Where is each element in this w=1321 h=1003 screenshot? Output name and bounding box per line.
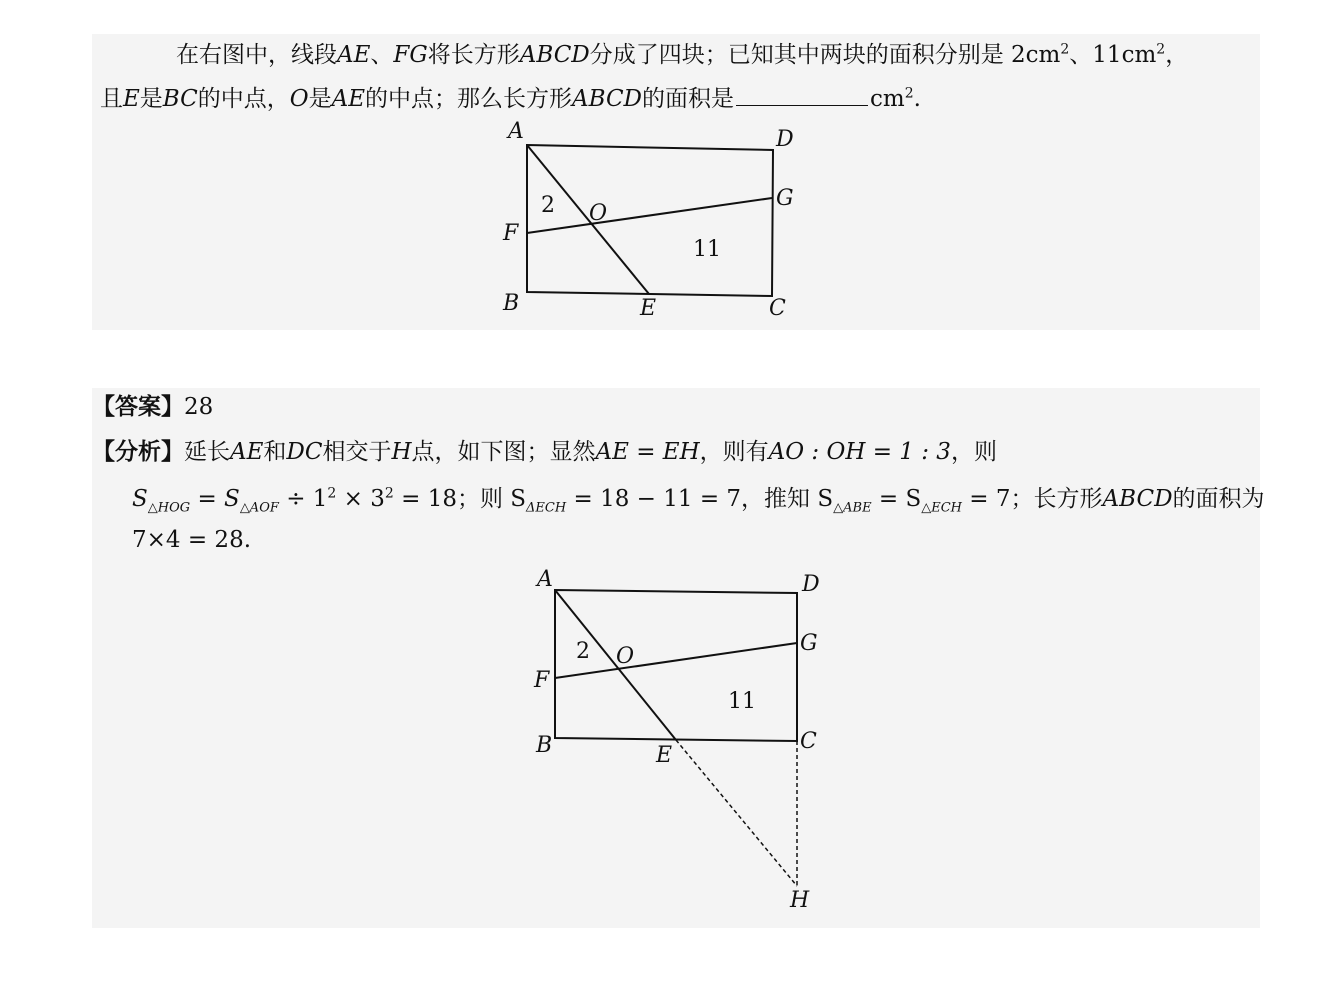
figure1-region-large: 11: [693, 237, 721, 262]
figure1-label-A: A: [508, 119, 524, 144]
figure2-label-O: O: [616, 644, 635, 669]
answer-value: 28: [184, 394, 214, 420]
figure1-label-E: E: [640, 296, 657, 321]
figure1-label-G: G: [776, 186, 794, 211]
figure1-label-B: B: [503, 291, 520, 316]
figure2-label-B: B: [536, 733, 553, 758]
figure1-region-small: 2: [541, 193, 555, 218]
figure2-label-H: H: [790, 888, 810, 913]
figure2-label-E: E: [656, 743, 673, 768]
area-value-2: 11cm: [1092, 42, 1157, 68]
analysis-line-3: 7×4 = 28.: [132, 527, 252, 553]
figure2-label-F: F: [534, 668, 550, 693]
figure1-label-C: C: [769, 296, 786, 321]
analysis-label: 【分析】: [92, 438, 184, 465]
analysis-line-2: $S_{\triangle HOG} = S_{\triangle AOF} \div 1^2 \times 3^2 = 18$；则 $S_{\Delta ECH} = 18 - 11 = 7$，推知 $S_{\triangle ABE} = S_{\triangle ECH} = 7$；长方形ABCD的面积为: [132, 485, 1265, 516]
figure2-extension-EH: [676, 740, 797, 886]
figure1-label-F: F: [503, 221, 519, 246]
figure2-rectangle: [555, 590, 797, 741]
area-value-1: 2cm: [1011, 42, 1061, 68]
figure2-label-C: C: [800, 729, 817, 754]
figure2-segment-FG: [555, 643, 797, 678]
figure1-label-D: D: [776, 127, 794, 152]
figure2-region-small: 2: [576, 639, 590, 664]
figure2-region-large: 11: [728, 689, 756, 714]
figure2-label-D: D: [802, 572, 820, 597]
problem-line-1: 在右图中，线段AE、FG将长方形ABCD分成了四块；已知其中两块的面积分别是 $2cm^2$、$11cm^2$，: [176, 41, 1189, 68]
answer-label: 【答案】: [92, 393, 184, 420]
problem-line-2: 且E是BC的中点，O是AE的中点；那么长方形ABCD的面积是 $cm^2$.: [100, 85, 921, 112]
figure2-label-A: A: [537, 567, 553, 592]
figure1-label-O: O: [589, 201, 608, 226]
analysis-line-1: 【分析】延长AE和DC相交于H点，如下图；显然AE = EH，则有AO : OH = 1 : 3，则: [92, 438, 997, 465]
figure2-label-G: G: [800, 631, 818, 656]
